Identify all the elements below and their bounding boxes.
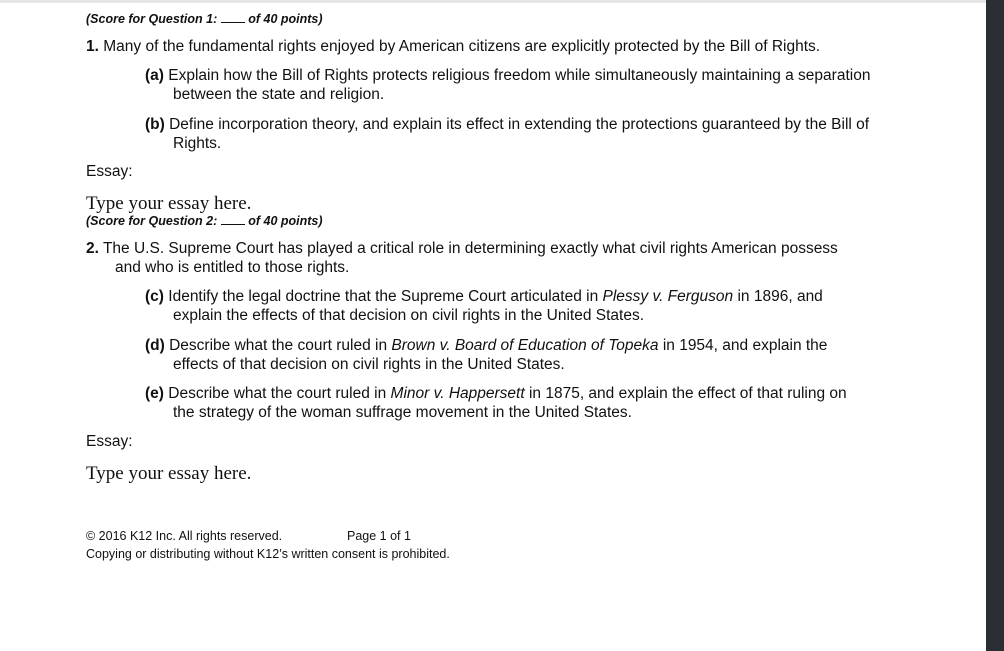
q2-prompt-cont: and who is entitled to those rights. bbox=[115, 259, 350, 276]
q2-part-e bbox=[145, 384, 847, 404]
q2-prompt bbox=[86, 239, 838, 259]
q2-score-blank bbox=[221, 214, 245, 225]
q2-essay-field[interactable]: Type your essay here. bbox=[86, 463, 252, 484]
q2-part-c-label: (c) bbox=[145, 288, 164, 305]
q2-essay-label: Essay: bbox=[86, 433, 133, 450]
q2-part-e-label: (e) bbox=[145, 385, 164, 402]
q1-part-b bbox=[145, 115, 869, 135]
q2-part-e-case: Minor v. Happersett bbox=[390, 385, 525, 402]
q1-part-a bbox=[145, 66, 870, 86]
q1-number: 1. bbox=[86, 38, 99, 55]
q2-part-d-case: Brown v. Board of Education of Topeka bbox=[391, 337, 659, 354]
q2-part-c-post: in 1896, and bbox=[733, 288, 823, 305]
q1-part-a-label: (a) bbox=[145, 67, 164, 84]
footer-page-number: Page 1 of 1 bbox=[347, 529, 411, 543]
q1-score-prefix: (Score for Question 1: bbox=[86, 12, 221, 26]
q1-part-b-line1: Define incorporation theory, and explain its effect in extending the protections guaranteed by the Bill of bbox=[169, 116, 870, 133]
q2-number: 2. bbox=[86, 240, 99, 257]
q1-essay-label: Essay: bbox=[86, 163, 133, 180]
footer-copyright: © 2016 K12 Inc. All rights reserved. bbox=[86, 529, 283, 543]
q2-part-d bbox=[145, 336, 827, 356]
viewer-scrollbar-track[interactable] bbox=[986, 0, 1004, 651]
q2-part-e-post: in 1875, and explain the effect of that ruling on bbox=[524, 385, 847, 402]
q2-part-d-label: (d) bbox=[145, 337, 165, 354]
q1-essay-field[interactable]: Type your essay here. bbox=[86, 193, 252, 214]
q1-prompt bbox=[86, 37, 820, 57]
q2-part-d-cont: effects of that decision on civil rights in the United States. bbox=[173, 356, 565, 373]
q2-part-c bbox=[145, 287, 823, 307]
q1-part-b-label: (b) bbox=[145, 116, 165, 133]
q2-score-suffix: of 40 points) bbox=[244, 214, 323, 228]
q2-part-c-pre: Identify the legal doctrine that the Supreme Court articulated in bbox=[168, 288, 603, 305]
footer-notice: Copying or distributing without K12’s written consent is prohibited. bbox=[86, 547, 450, 561]
q2-line1: The U.S. Supreme Court has played a critical role in determining exactly what civil rights American possess bbox=[102, 240, 838, 257]
q2-part-c-cont: explain the effects of that decision on civil rights in the United States. bbox=[173, 307, 645, 324]
q1-text: Many of the fundamental rights enjoyed by American citizens are explicitly protected by the Bill of Rights. bbox=[103, 38, 821, 55]
q2-part-d-pre: Describe what the court ruled in bbox=[169, 337, 392, 354]
q2-score-line bbox=[86, 214, 323, 228]
q1-part-a-line1: Explain how the Bill of Rights protects religious freedom while simultaneously maintaining a separation bbox=[168, 67, 871, 84]
q2-part-e-pre: Describe what the court ruled in bbox=[168, 385, 391, 402]
q1-part-b-cont: Rights. bbox=[173, 135, 222, 152]
q1-score-line bbox=[86, 12, 323, 26]
q2-part-e-cont: the strategy of the woman suffrage movement in the United States. bbox=[173, 404, 632, 421]
q2-part-c-case: Plessy v. Ferguson bbox=[602, 288, 734, 305]
q2-score-prefix: (Score for Question 2: bbox=[86, 214, 221, 228]
q1-score-suffix: of 40 points) bbox=[244, 12, 323, 26]
q1-score-blank bbox=[221, 12, 245, 23]
q2-part-d-post: in 1954, and explain the bbox=[658, 337, 828, 354]
q1-part-a-cont: between the state and religion. bbox=[173, 86, 385, 103]
